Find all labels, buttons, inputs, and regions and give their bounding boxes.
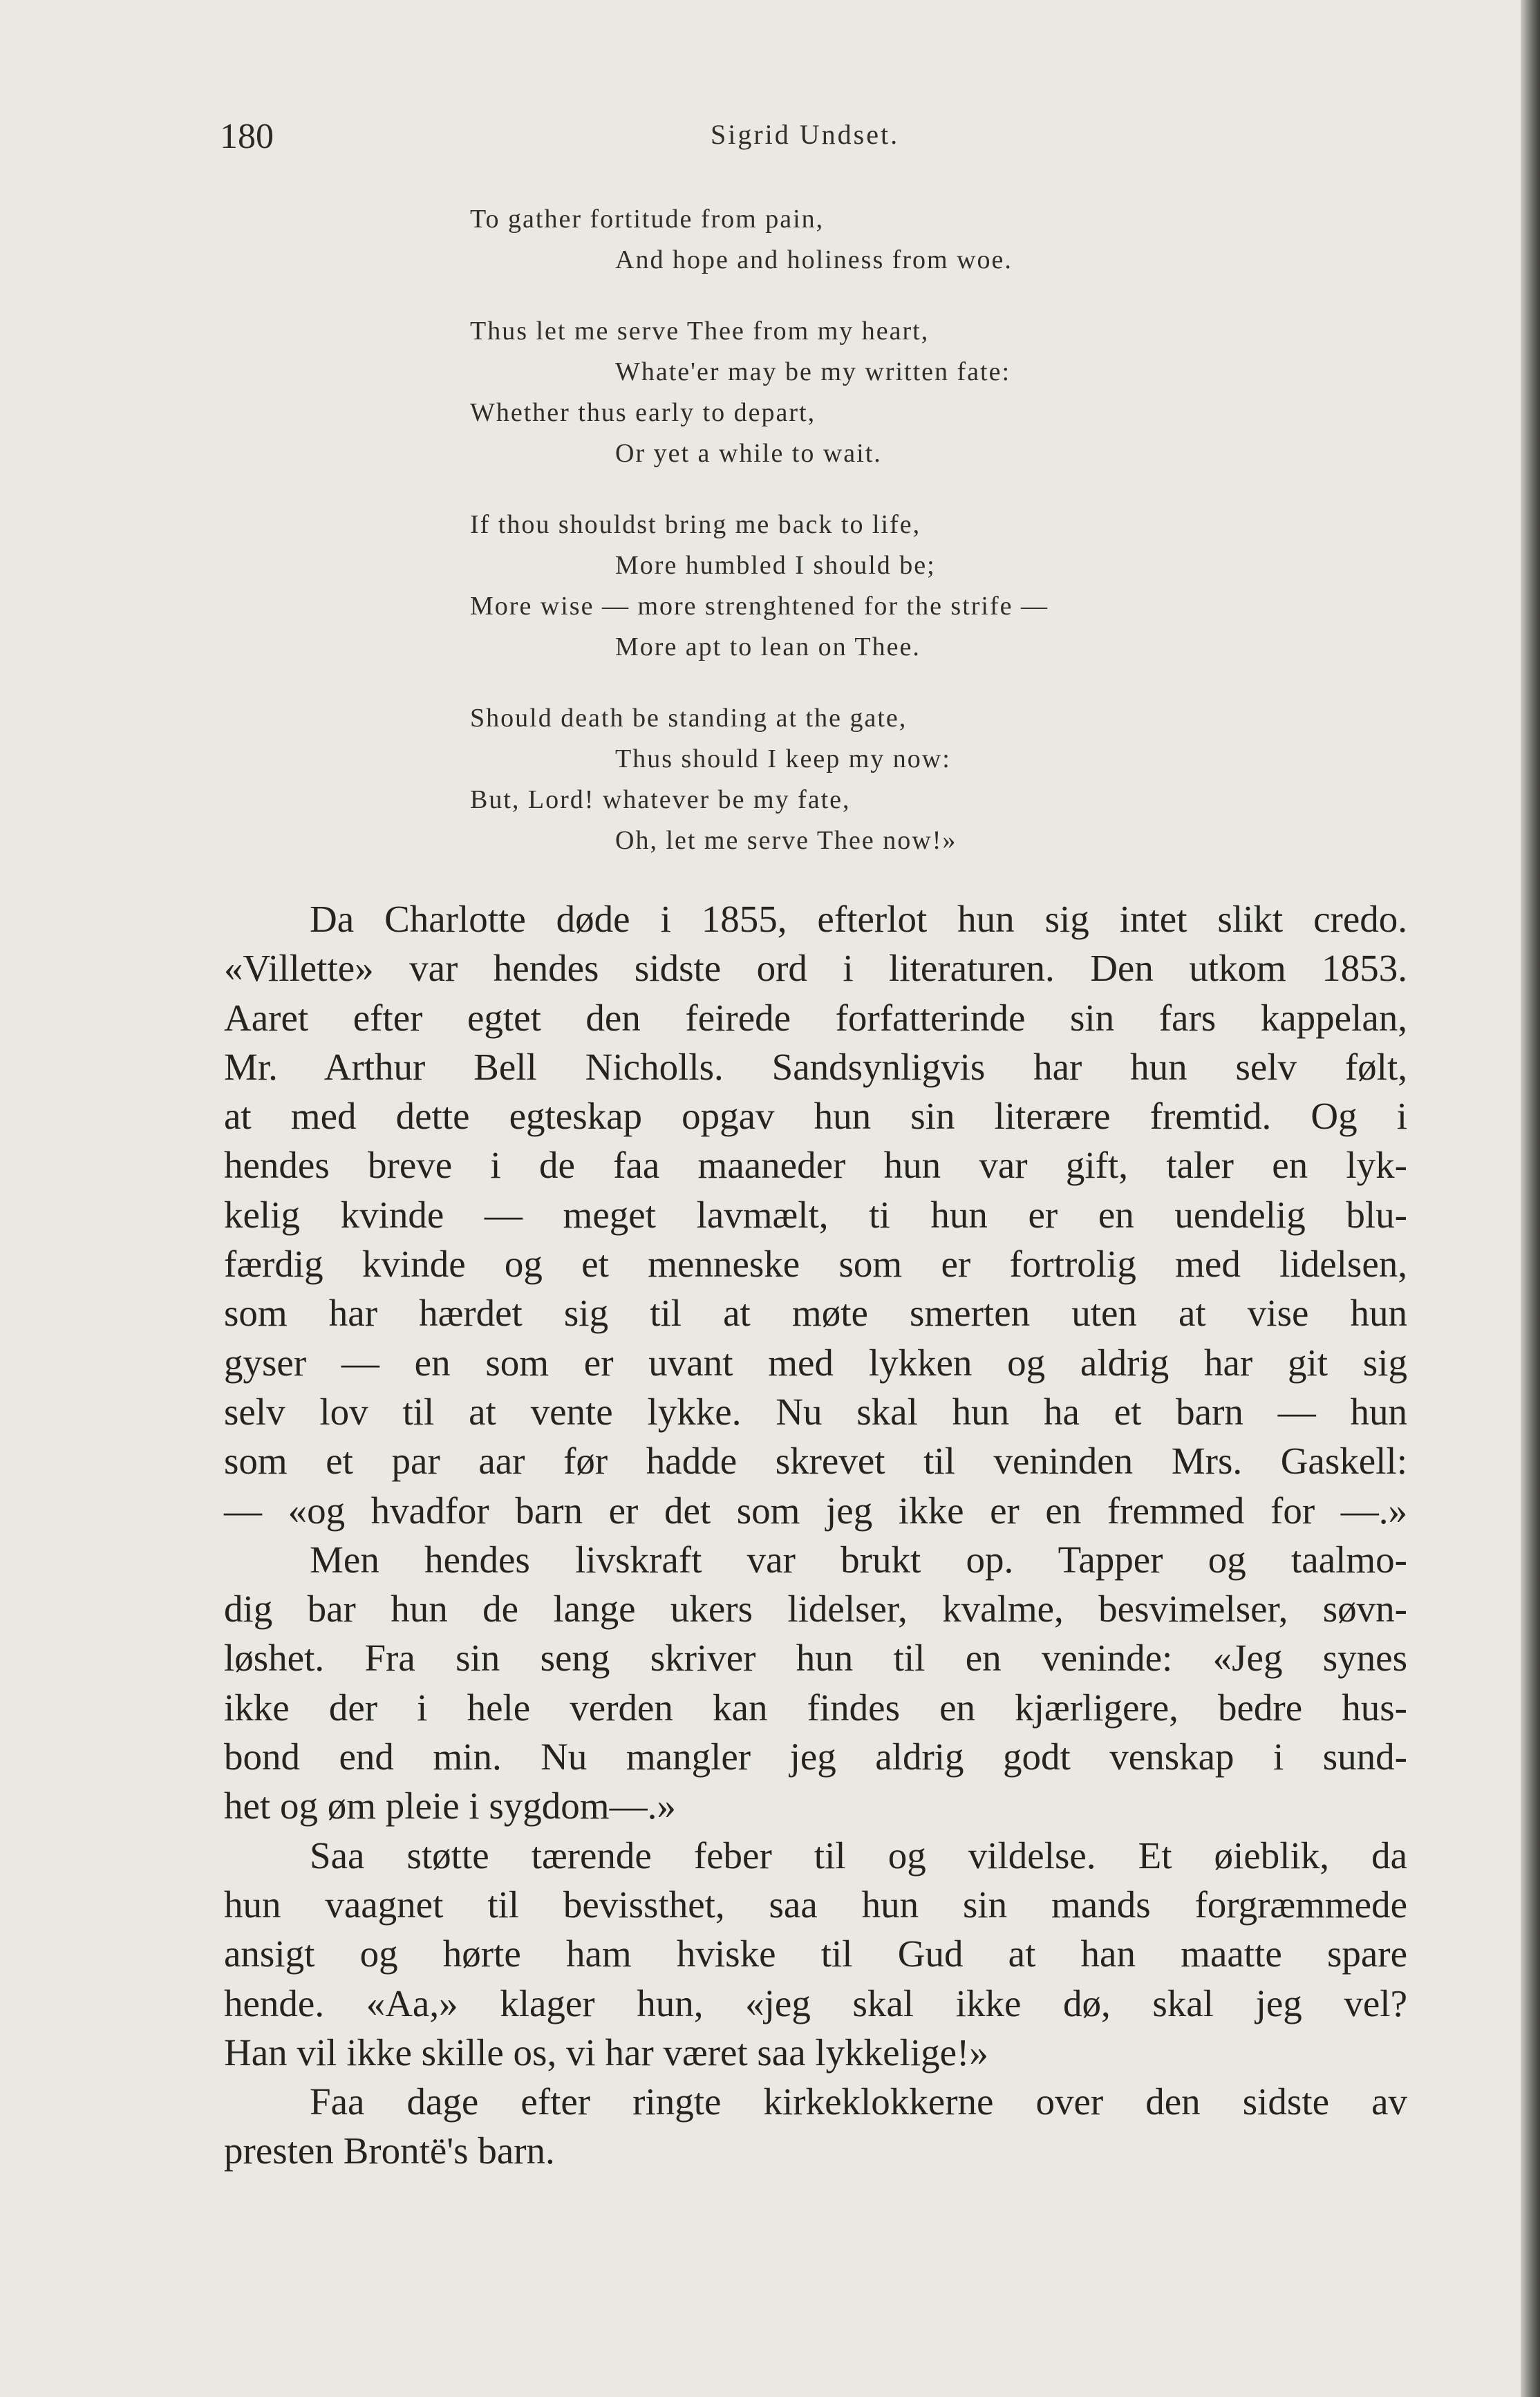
- text-line: Faa dage efter ringte kirkeklokkerne over den sidste av: [310, 2080, 1407, 2123]
- poem-line: More humbled I should be;: [615, 551, 936, 580]
- poem-line: Oh, let me serve Thee now!»: [615, 826, 957, 855]
- text-line: hende. «Aa,» klager hun, «jeg skal ikke dø, skal jeg vel?: [224, 1982, 1407, 2024]
- poem-stanza: [470, 199, 1049, 281]
- text-line: som et par aar før hadde skrevet til veninden Mrs. Gaskell:: [224, 1440, 1407, 1483]
- text-line: Han vil ikke skille os, vi har været saa lykkelige!»: [224, 2031, 988, 2074]
- poem-line: Thus should I keep my now:: [615, 744, 951, 773]
- text-line: færdig kvinde og et menneske som er fortrolig med lidelsen,: [224, 1243, 1407, 1286]
- text-line: Mr. Arthur Bell Nicholls. Sandsynligvis har hun selv følt,: [224, 1045, 1407, 1088]
- poem-line: Whate'er may be my written fate:: [615, 357, 1011, 386]
- page-number: 180: [220, 117, 274, 156]
- text-line: selv lov til at vente lykke. Nu skal hun ha et barn — hun: [224, 1390, 1407, 1433]
- text-line: bond end min. Nu mangler jeg aldrig godt venskap i sund-: [224, 1736, 1407, 1778]
- poem-line: But, Lord! whatever be my fate,: [470, 785, 851, 814]
- poem-line: And hope and holiness from woe.: [615, 245, 1013, 274]
- text-line: Aaret efter egtet den feirede forfatterinde sin fars kappelan,: [224, 996, 1407, 1039]
- text-line: Da Charlotte døde i 1855, efterlot hun sig intet slikt credo.: [310, 898, 1407, 940]
- text-line: Saa støtte tærende feber til og vildelse. Et øieblik, da: [310, 1834, 1407, 1877]
- running-title: Sigrid Undset.: [711, 119, 900, 150]
- text-line: løshet. Fra sin seng skriver hun til en veninde: «Jeg synes: [224, 1637, 1407, 1680]
- text-line: dig bar hun de lange ukers lidelser, kvalme, besvimelser, søvn-: [224, 1588, 1407, 1630]
- text-line: gyser — en som er uvant med lykken og aldrig har git sig: [224, 1341, 1407, 1384]
- text-line: het og øm pleie i sygdom—.»: [224, 1785, 676, 1827]
- poem-line: Thus let me serve Thee from my heart,: [470, 317, 930, 346]
- text-line: kelig kvinde — meget lavmælt, ti hun er en uendelig blu-: [224, 1193, 1407, 1236]
- poem-line: To gather fortitude from pain,: [470, 205, 825, 234]
- text-line: som har hærdet sig til at møte smerten uten at vise hun: [224, 1292, 1407, 1335]
- poem-stanza: [470, 311, 1049, 474]
- poem-line: More wise — more strenghtened for the strife —: [470, 592, 1049, 621]
- poem-line: Whether thus early to depart,: [470, 398, 816, 427]
- body-text: [224, 894, 1407, 2176]
- poem-line: Should death be standing at the gate,: [470, 704, 908, 733]
- poem-line: Or yet a while to wait.: [615, 439, 882, 468]
- text-line: presten Brontë's barn.: [224, 2130, 555, 2172]
- text-line: at med dette egteskap opgav hun sin literære fremtid. Og i: [224, 1095, 1407, 1138]
- text-line: ansigt og hørte ham hviske til Gud at han maatte spare: [224, 1933, 1407, 1975]
- poem: [470, 199, 1049, 861]
- text-line: hun vaagnet til bevissthet, saa hun sin mands forgræmmede: [224, 1883, 1407, 1926]
- text-line: ikke der i hele verden kan findes en kjærligere, bedre hus-: [224, 1686, 1407, 1729]
- text-line: Men hendes livskraft var brukt op. Tapper og taalmo-: [310, 1538, 1407, 1581]
- text-line: «Villette» var hendes sidste ord i literaturen. Den utkom 1853.: [224, 947, 1407, 990]
- poem-line: More apt to lean on Thee.: [615, 632, 921, 661]
- text-line: — «og hvadfor barn er det som jeg ikke er en fremmed for —.»: [224, 1489, 1407, 1532]
- page-edge-shadow: [1521, 0, 1540, 2397]
- text-line: hendes breve i de faa maaneder hun var gift, taler en lyk-: [224, 1144, 1407, 1187]
- poem-line: If thou shouldst bring me back to life,: [470, 510, 921, 539]
- poem-stanza: [470, 505, 1049, 668]
- poem-stanza: [470, 698, 1049, 861]
